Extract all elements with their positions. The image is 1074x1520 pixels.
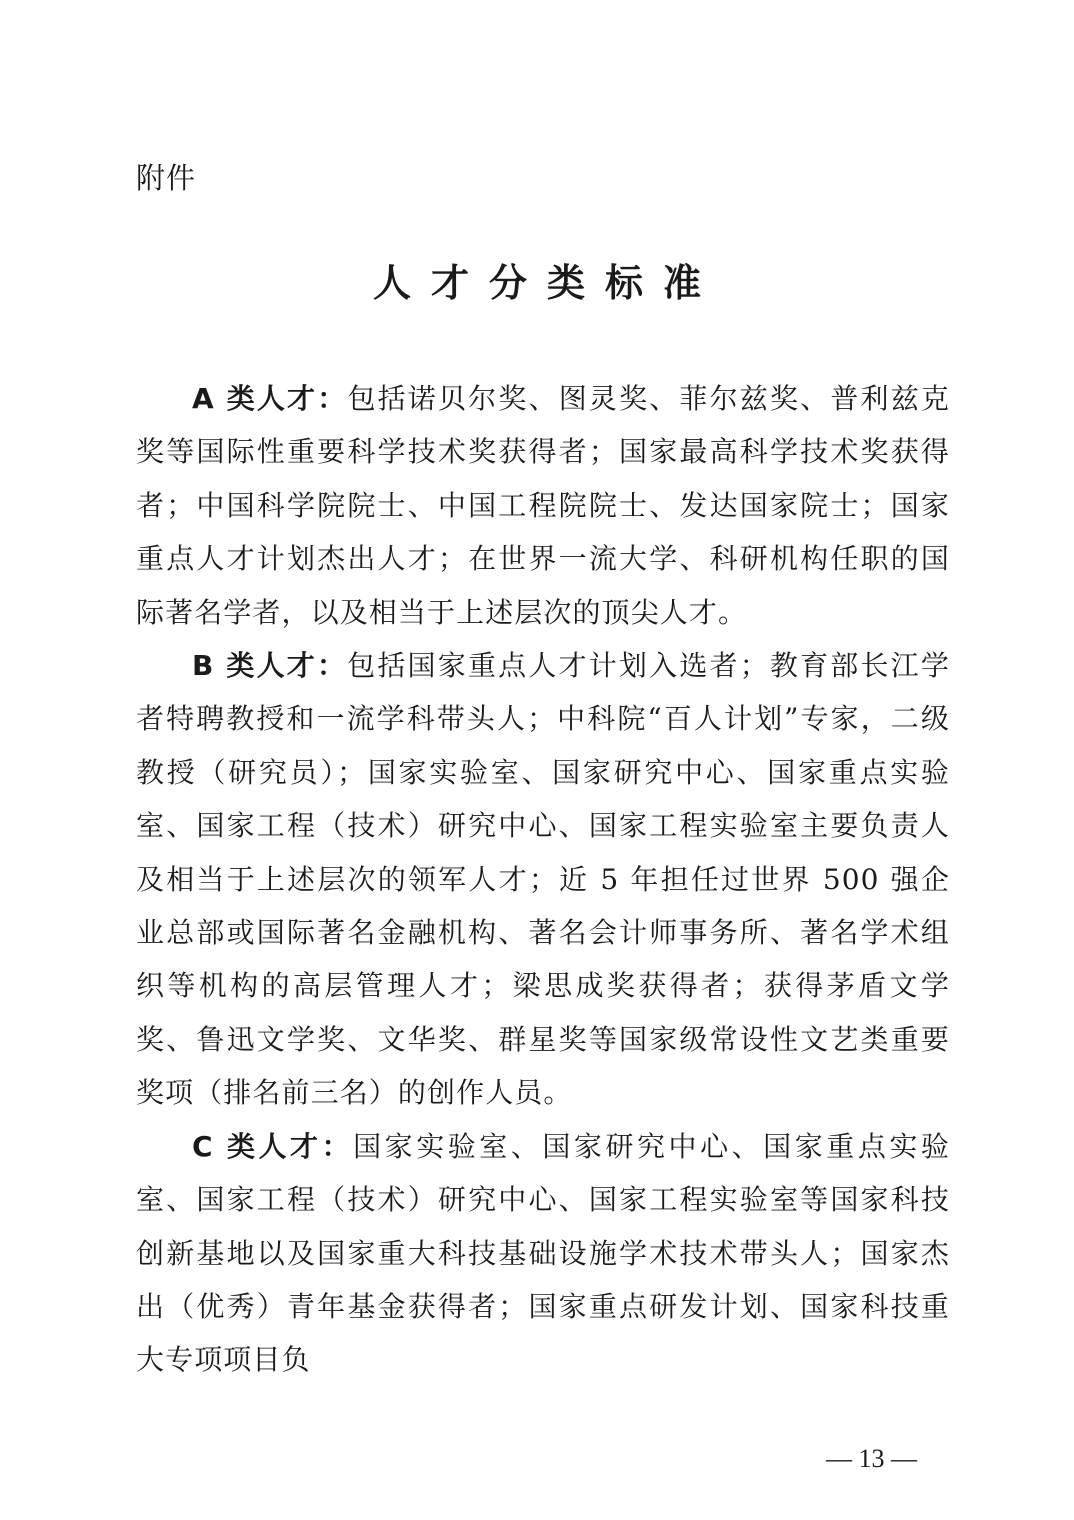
category-c-text: 国家实验室、国家研究中心、国家重点实验室、国家工程（技术）研究中心、国家工程实验室等国家科技创新基地以及国家重大科技基础设施学术技术带头人；国家杰出（优秀）青年基金获得者；国家重点研发计划、国家科技重大专项项目负 (136, 1129, 950, 1377)
category-b-text: 包括国家重点人才计划入选者；教育部长江学者特聘教授和一流学科带头人；中科院“百人计划”专家，二级教授（研究员）；国家实验室、国家研究中心、国家重点实验室、国家工程（技术）研究中心、国家工程实验室主要负责人及相当于上述层次的领军人才；近 5 年担任过世界 500 强企业总部或国际著名金融机构、著名会计师事务所、著名学术组织等机构的高层管理人才；梁思成奖获得者；获得茅盾文学奖、鲁迅文学奖、文华奖、群星奖等国家级常设性文艺类重要奖项（排名前三名）的创作人员。 (136, 649, 950, 1110)
category-c-label: C 类人才： (192, 1129, 354, 1163)
attachment-label: 附件 (136, 161, 197, 195)
paragraph-category-a (136, 372, 950, 639)
category-b-label: B 类人才： (192, 649, 348, 683)
document-body (136, 372, 950, 1387)
category-a-label: A 类人才： (192, 382, 348, 415)
document-title: 人才分类标准 (372, 261, 721, 305)
paragraph-category-b (136, 639, 950, 1120)
page-number: — 13 — (826, 1444, 917, 1473)
category-a-text: 包括诺贝尔奖、图灵奖、菲尔兹奖、普利兹克奖等国际性重要科学技术奖获得者；国家最高科学技术奖获得者；中国科学院院士、中国工程院院士、发达国家院士；国家重点人才计划杰出人才；在世界一流大学、科研机构任职的国际著名学者，以及相当于上述层次的顶尖人才。 (136, 382, 950, 629)
paragraph-category-c (136, 1120, 950, 1387)
